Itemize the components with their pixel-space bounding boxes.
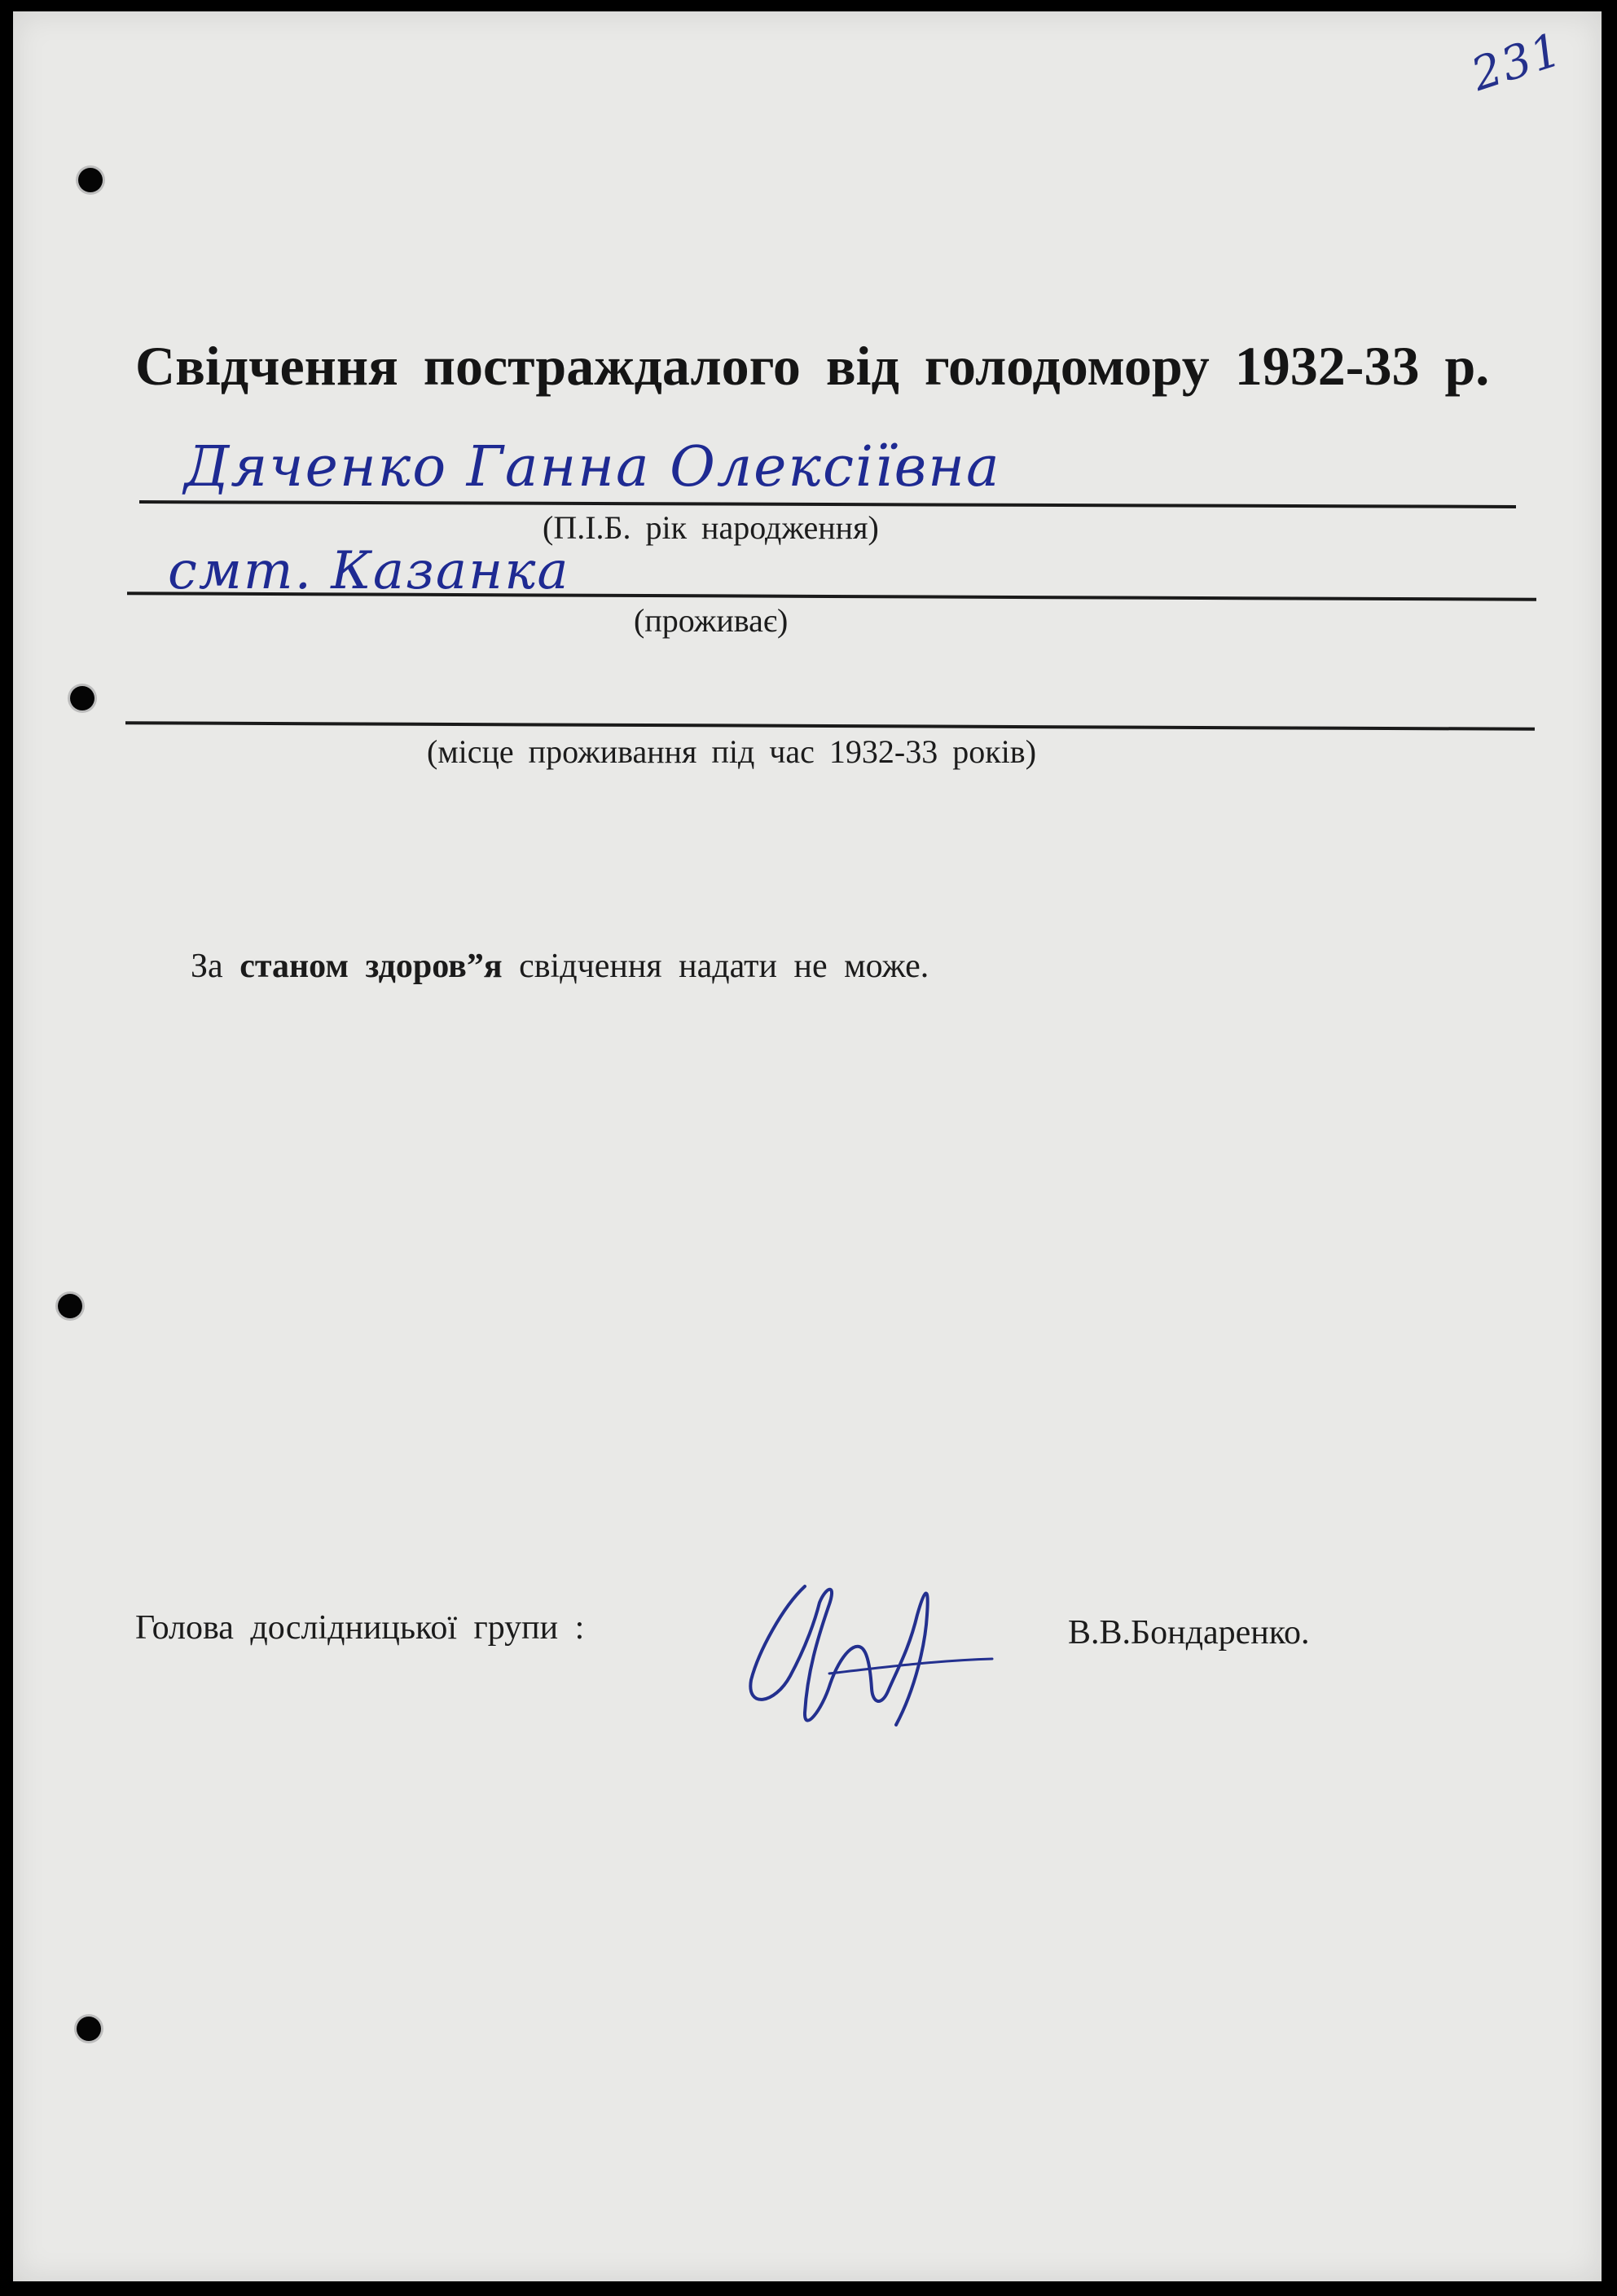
punch-hole <box>58 1294 82 1318</box>
health-statement-prefix: За <box>191 948 223 985</box>
famine-residence-caption: (місце проживання під час 1932-33 років) <box>427 733 1037 770</box>
full-name-value: Дяченко Ганна Олексіївна <box>184 435 1001 499</box>
residence-value: смт. Казанка <box>168 541 570 601</box>
health-statement <box>191 947 929 986</box>
residence-caption: (проживає) <box>634 602 789 639</box>
document-page <box>13 11 1602 2281</box>
famine-residence-line <box>125 721 1535 731</box>
page-title: Свідчення постраждалого від голодомору 1932-33 р. <box>135 335 1490 397</box>
punch-hole <box>78 168 103 192</box>
handwritten-signature <box>730 1558 1007 1745</box>
punch-hole <box>70 686 94 710</box>
health-statement-suffix: свідчення надати не може. <box>519 948 929 985</box>
punch-hole <box>77 2017 101 2041</box>
group-head-name: В.В.Бондаренко. <box>1068 1614 1310 1652</box>
full-name-line <box>139 500 1516 508</box>
full-name-caption: (П.І.Б. рік народження) <box>543 509 879 546</box>
page-number: 231 <box>1465 23 1570 102</box>
group-head-label: Голова дослідницької групи : <box>135 1609 585 1647</box>
health-statement-emphasis: станом здоров”я <box>239 948 503 985</box>
